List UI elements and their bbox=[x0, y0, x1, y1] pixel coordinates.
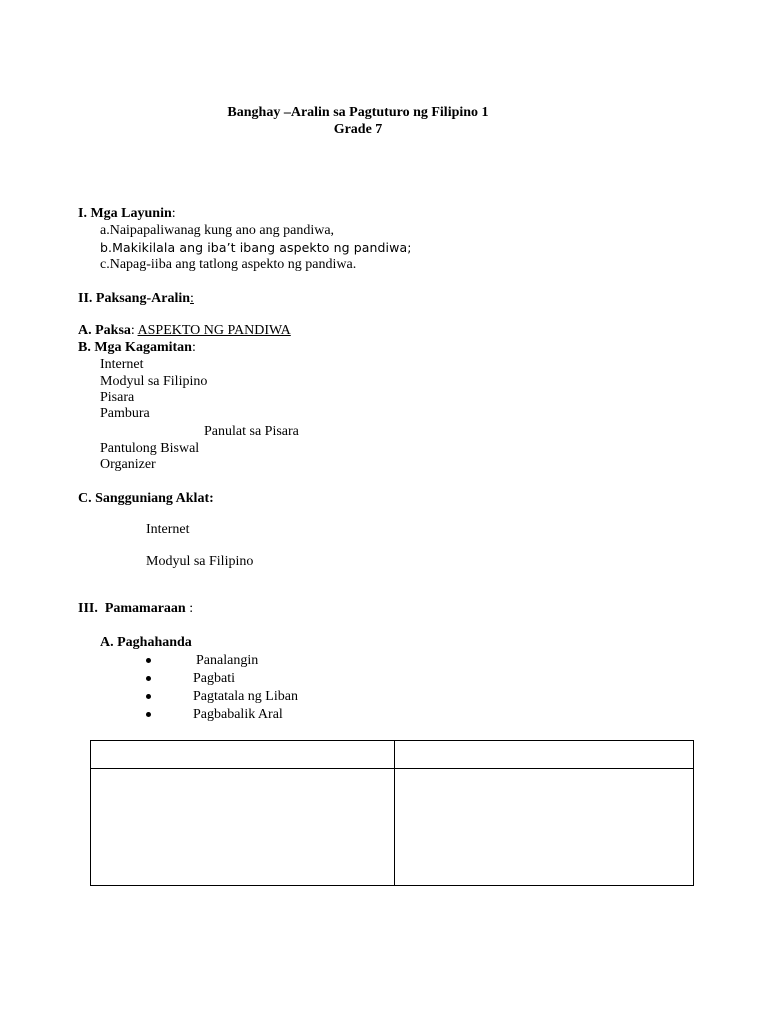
table-cell bbox=[91, 769, 395, 886]
kagamitan-item: Internet bbox=[100, 357, 144, 372]
objective-item-c: c.Napag-iiba ang tatlong aspekto ng pandiwa. bbox=[100, 257, 357, 272]
kagamitan-item: Pisara bbox=[100, 390, 135, 405]
paksa-colon: : bbox=[130, 323, 138, 338]
section-2-colon: : bbox=[190, 291, 194, 306]
section-2-heading: II. Paksang-Aralin bbox=[78, 291, 191, 306]
kagamitan-item: Modyul sa Filipino bbox=[100, 374, 208, 389]
kagamitan-heading: B. Mga Kagamitan bbox=[78, 340, 192, 355]
kagamitan-item: Pantulong Biswal bbox=[100, 441, 200, 456]
paksa-line bbox=[78, 322, 291, 339]
document-title: Banghay –Aralin sa Pagtuturo ng Filipino 1 bbox=[227, 105, 489, 120]
paghahanda-heading: A. Paghahanda bbox=[100, 635, 192, 650]
section-3-heading: III. Pamamaraan bbox=[78, 601, 186, 616]
table-cell bbox=[395, 741, 694, 769]
paghahanda-item: Panalangin bbox=[196, 653, 259, 668]
table-cell bbox=[91, 741, 395, 769]
table-row bbox=[91, 769, 694, 886]
paksa-value: ASPEKTO NG PANDIWA bbox=[137, 323, 291, 338]
paghahanda-item: Pagtatala ng Liban bbox=[193, 689, 298, 704]
kagamitan-item: Panulat sa Pisara bbox=[204, 424, 299, 439]
bullet-icon bbox=[146, 676, 151, 681]
section-1-heading-line bbox=[78, 205, 176, 222]
section-3-heading-line bbox=[78, 600, 193, 617]
kagamitan-item: Organizer bbox=[100, 457, 156, 472]
kagamitan-colon: : bbox=[191, 340, 196, 355]
sanggunian-item: Internet bbox=[146, 522, 190, 537]
bullet-icon bbox=[146, 694, 151, 699]
section-1-colon: : bbox=[171, 206, 176, 221]
objective-item-a: a.Naipapaliwanag kung ano ang pandiwa, bbox=[100, 223, 335, 238]
section-1-heading: I. Mga Layunin bbox=[78, 206, 172, 221]
section-2-heading-line bbox=[78, 290, 194, 307]
objective-item-b: b.Makikilala ang iba’t ibang aspekto ng pandiwa; bbox=[100, 240, 412, 255]
table-cell bbox=[395, 769, 694, 886]
sanggunian-heading: C. Sangguniang Aklat: bbox=[78, 491, 214, 506]
kagamitan-item: Pambura bbox=[100, 406, 150, 421]
paksa-label: A. Paksa bbox=[78, 323, 131, 338]
kagamitan-heading-line bbox=[78, 339, 196, 356]
table-row bbox=[91, 741, 694, 769]
bullet-icon bbox=[146, 712, 151, 717]
empty-table bbox=[90, 740, 694, 886]
paghahanda-item: Pagbabalik Aral bbox=[193, 707, 283, 722]
section-3-colon: : bbox=[185, 601, 194, 616]
bullet-icon bbox=[146, 658, 151, 663]
document-subtitle: Grade 7 bbox=[333, 122, 383, 137]
paghahanda-item: Pagbati bbox=[193, 671, 235, 686]
sanggunian-item: Modyul sa Filipino bbox=[146, 554, 254, 569]
